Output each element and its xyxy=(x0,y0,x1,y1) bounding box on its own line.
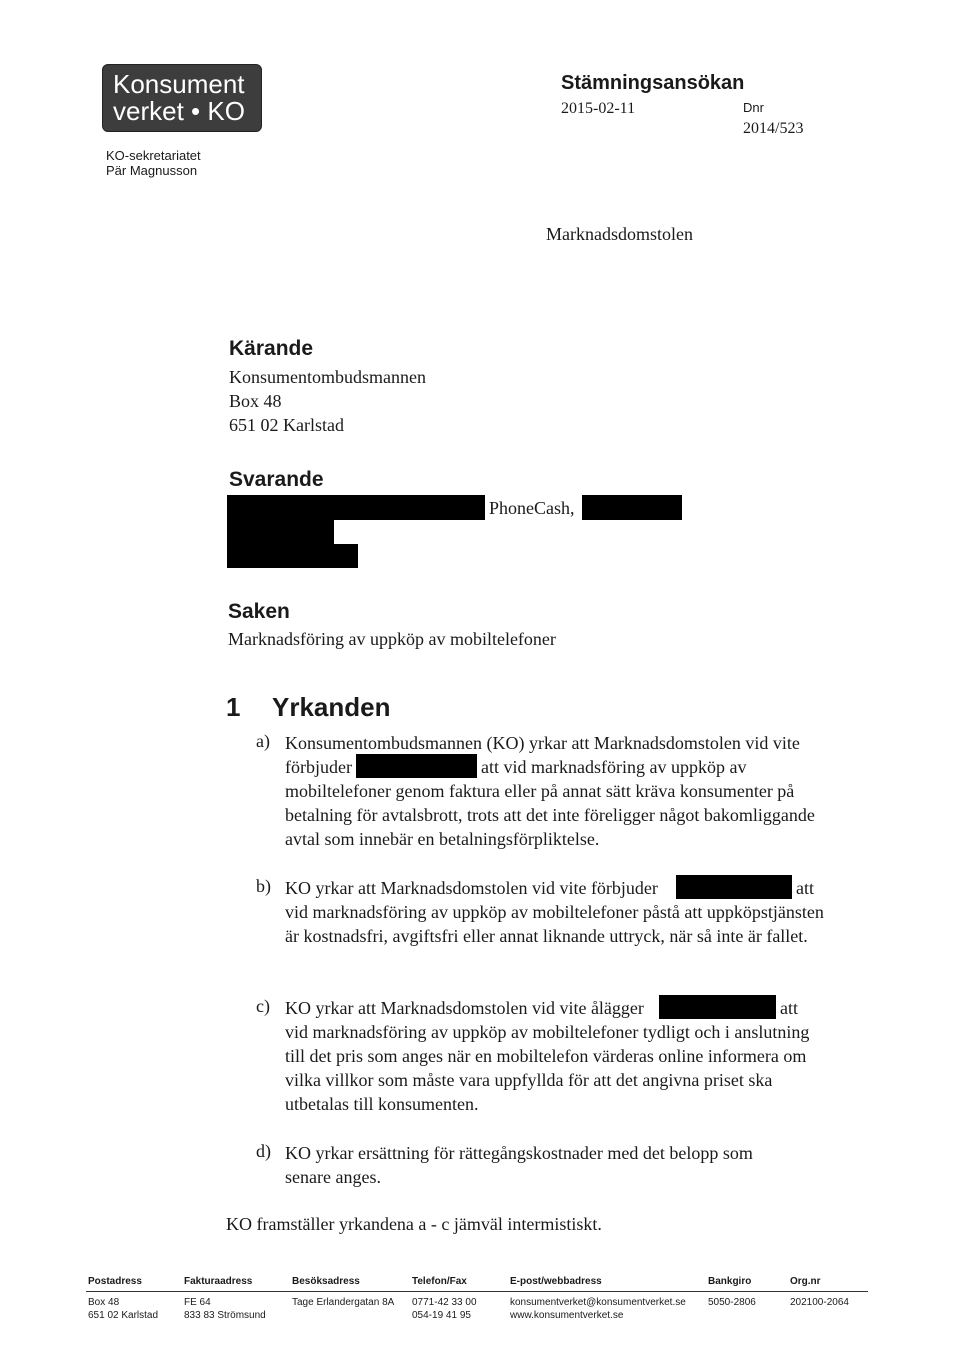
footer-website[interactable]: www.konsumentverket.se xyxy=(510,1310,624,1321)
item-a-line1: Konsumentombudsmannen (KO) yrkar att Marknadsdomstolen vid vite xyxy=(285,733,800,753)
footer-orgnr xyxy=(790,1296,849,1309)
item-b-text: vid marknadsföring av uppköp av mobiltelefoner påstå att uppköpstjänsten är kostnadsfri, avgiftsfri eller annat liknande uttryck, när så inte är fallet. xyxy=(285,902,824,946)
redaction-box xyxy=(659,995,776,1019)
item-c-line1b: att xyxy=(780,998,798,1018)
item-letter: a) xyxy=(256,731,270,751)
karande-box: Box 48 xyxy=(229,391,282,411)
item-letter: b) xyxy=(256,876,271,896)
item-letter: d) xyxy=(256,1141,271,1161)
footer-besoksadress-label: Besöksadress xyxy=(292,1276,360,1287)
footer-besoksadress-line1: Tage Erlandergatan 8A xyxy=(292,1297,395,1308)
dnr-label: Dnr xyxy=(743,100,764,115)
svarande-company: PhoneCash, xyxy=(489,498,575,518)
footer-fax-line2: 054-19 41 95 xyxy=(412,1310,471,1321)
redaction-box xyxy=(356,754,477,778)
item-letter: c) xyxy=(256,996,270,1016)
logo-line-2: verket • KO xyxy=(113,96,245,126)
dnr-value: 2014/523 xyxy=(743,120,804,137)
saken-heading: Saken xyxy=(228,600,290,623)
document-date: 2015-02-11 xyxy=(561,100,636,117)
karande-city: 651 02 Karlstad xyxy=(229,415,344,435)
footer-bankgiro-label: Bankgiro xyxy=(708,1276,752,1287)
karande-name: Konsumentombudsmannen xyxy=(229,367,426,387)
footer-postadress-line2: 651 02 Karlstad xyxy=(88,1310,159,1321)
recipient: Marknadsdomstolen xyxy=(546,224,693,244)
footer-fakturaadress-label: Fakturaadress xyxy=(184,1276,253,1287)
item-b-line1a: KO yrkar att Marknadsdomstolen vid vite förbjuder xyxy=(285,878,658,898)
redaction-box xyxy=(227,520,334,544)
item-a-text: mobiltelefoner genom faktura eller på annat sätt kräva konsumenter på betalning för avtalsbrott, trots att det inte föreligger något bakomliggande avtal som innebär en betalningsförpliktelse. xyxy=(285,781,815,849)
footer-orgnr-value: 202100-2064 xyxy=(790,1297,849,1308)
item-a-line2a: förbjuder xyxy=(285,757,352,777)
footer-bankgiro-value: 5050-2806 xyxy=(708,1297,756,1308)
footer-divider xyxy=(86,1291,868,1292)
item-d-text: KO yrkar ersättning för rättegångskostnader med det belopp som senare anges. xyxy=(285,1143,753,1187)
redaction-box xyxy=(227,544,358,568)
saken-text: Marknadsföring av uppköp av mobiltelefoner xyxy=(228,629,556,649)
document-type: Stämningsansökan xyxy=(561,72,745,94)
item-c-text: vid marknadsföring av uppköp av mobiltelefoner tydligt och i anslutning till det pris som anges när en mobiltelefon värderas online informera om vilka villkor som måste vara uppfyllda för att det angivna priset ska utbetalas till konsumenten. xyxy=(285,1022,810,1114)
logo-line-1: Konsument xyxy=(113,69,245,99)
sender-name: Pär Magnusson xyxy=(106,163,198,178)
konsumentverket-logo xyxy=(102,64,262,132)
footer-telefon-label: Telefon/Fax xyxy=(412,1276,467,1287)
redaction-box xyxy=(582,495,682,520)
footer-postadress xyxy=(88,1296,158,1322)
footer-postadress-label: Postadress xyxy=(88,1276,142,1287)
footer-bankgiro xyxy=(708,1296,756,1309)
footer-fakturaadress-line1: FE 64 xyxy=(184,1297,211,1308)
sender-block xyxy=(106,148,201,178)
item-c-line1a: KO yrkar att Marknadsdomstolen vid vite ålägger xyxy=(285,998,644,1018)
footer-fakturaadress-line2: 833 83 Strömsund xyxy=(184,1310,266,1321)
footer-epost-label: E-post/webbadress xyxy=(510,1276,602,1287)
redaction-box xyxy=(227,495,485,520)
redaction-box xyxy=(676,875,792,899)
item-a-line2b: att vid marknadsföring av uppköp av xyxy=(481,757,747,777)
footer-besoksadress xyxy=(292,1296,394,1309)
closing-statement: KO framställer yrkandena a - c jämväl intermistiskt. xyxy=(226,1214,602,1234)
footer-email[interactable]: konsumentverket@konsumentverket.se xyxy=(510,1297,686,1308)
footer-fakturaadress xyxy=(184,1296,266,1322)
section-heading xyxy=(226,692,391,723)
sender-dept: KO-sekretariatet xyxy=(106,148,201,163)
footer-epost xyxy=(510,1296,686,1322)
item-b-line1b: att xyxy=(796,878,814,898)
footer-telefon-line1: 0771-42 33 00 xyxy=(412,1297,477,1308)
footer-telefon xyxy=(412,1296,477,1322)
footer-postadress-line1: Box 48 xyxy=(88,1297,120,1308)
section-number: 1 xyxy=(226,692,241,722)
karande-heading: Kärande xyxy=(229,337,314,360)
footer-orgnr-label: Org.nr xyxy=(790,1276,821,1287)
svarande-heading: Svarande xyxy=(229,468,324,491)
section-title: Yrkanden xyxy=(272,692,391,722)
